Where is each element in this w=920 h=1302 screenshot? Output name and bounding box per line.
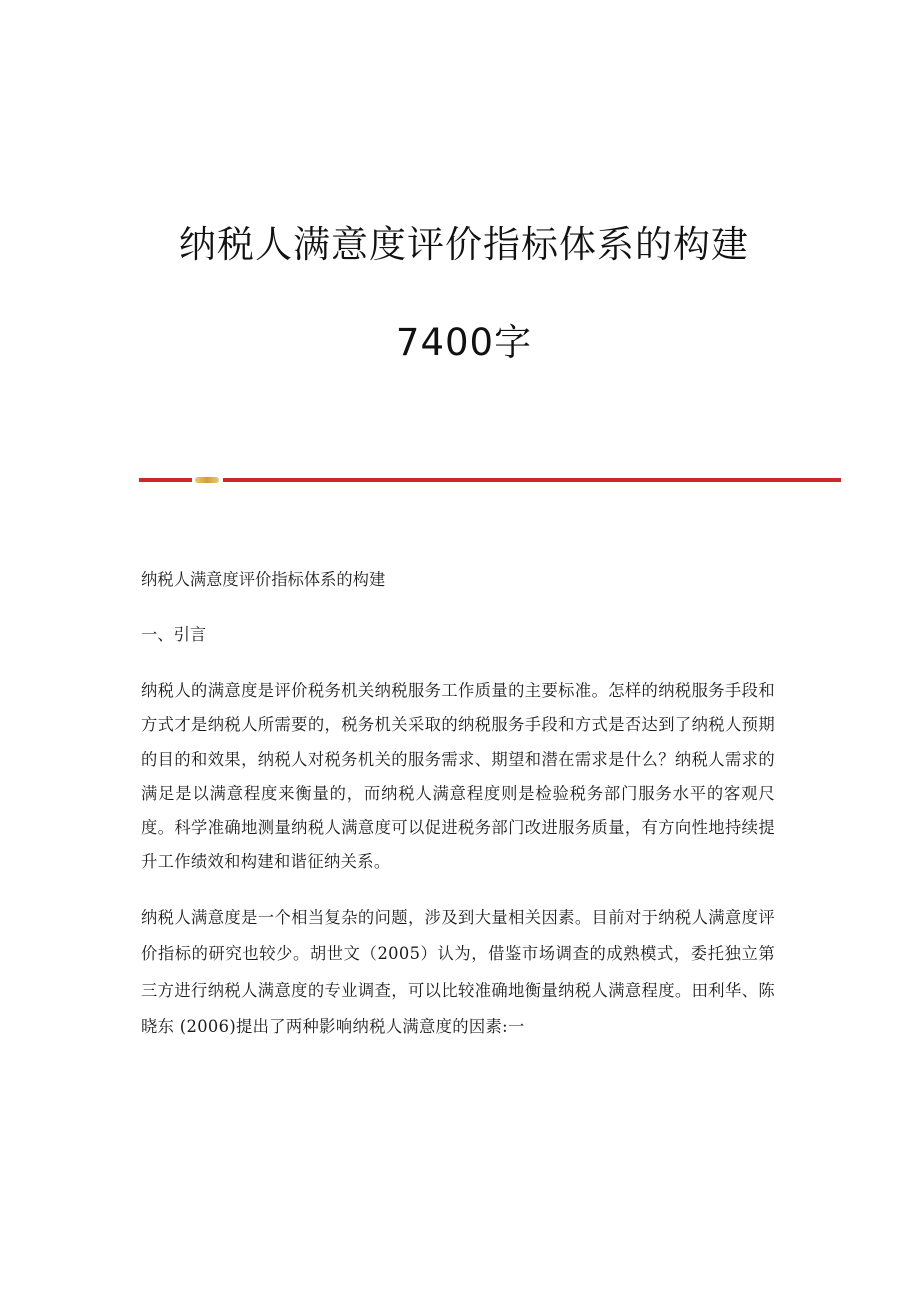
- document-title: 纳税人满意度评价指标体系的构建: [179, 223, 749, 266]
- paragraph: 纳税人的满意度是评价税务机关纳税服务工作质量的主要标准。怎样的纳税服务手段和方式才是纳税人所需要的，税务机关采取的纳税服务手段和方式是否达到了纳税人预期的目的和效果，纳税人对税务机关的服务需求、期望和潜在需求是什么？纳税人需求的满足是以满意程度来衡量的，而纳税人满意程度则是检验税务部门服务水平的客观尺度。科学准确地测量纳税人满意度可以促进税务部门改进服务质量，有方向性地持续提升工作绩效和构建和谐征纳关系。: [141, 681, 775, 872]
- body-heading: 纳税人满意度评价指标体系的构建: [141, 570, 386, 589]
- document-body: [141, 564, 775, 1046]
- title-divider: [139, 477, 841, 483]
- divider-ornament-icon: [195, 477, 219, 483]
- document-subtitle-word-count: 7400字: [395, 321, 533, 364]
- divider-left-segment: [139, 478, 192, 482]
- paragraph: 纳税人满意度是一个相当复杂的问题，涉及到大量相关因素。目前对于纳税人满意度评价指标的研究也较少。胡世文（2005）认为，借鉴市场调查的成熟模式，委托独立第三方进行纳税人满意度的专业调查，可以比较准确地衡量纳税人满意程度。田利华、陈晓东 (2006)提出了两种影响纳税人满意度的因素:一: [141, 907, 775, 1037]
- divider-right-segment: [223, 478, 841, 482]
- section-heading: 一、引言: [141, 625, 207, 644]
